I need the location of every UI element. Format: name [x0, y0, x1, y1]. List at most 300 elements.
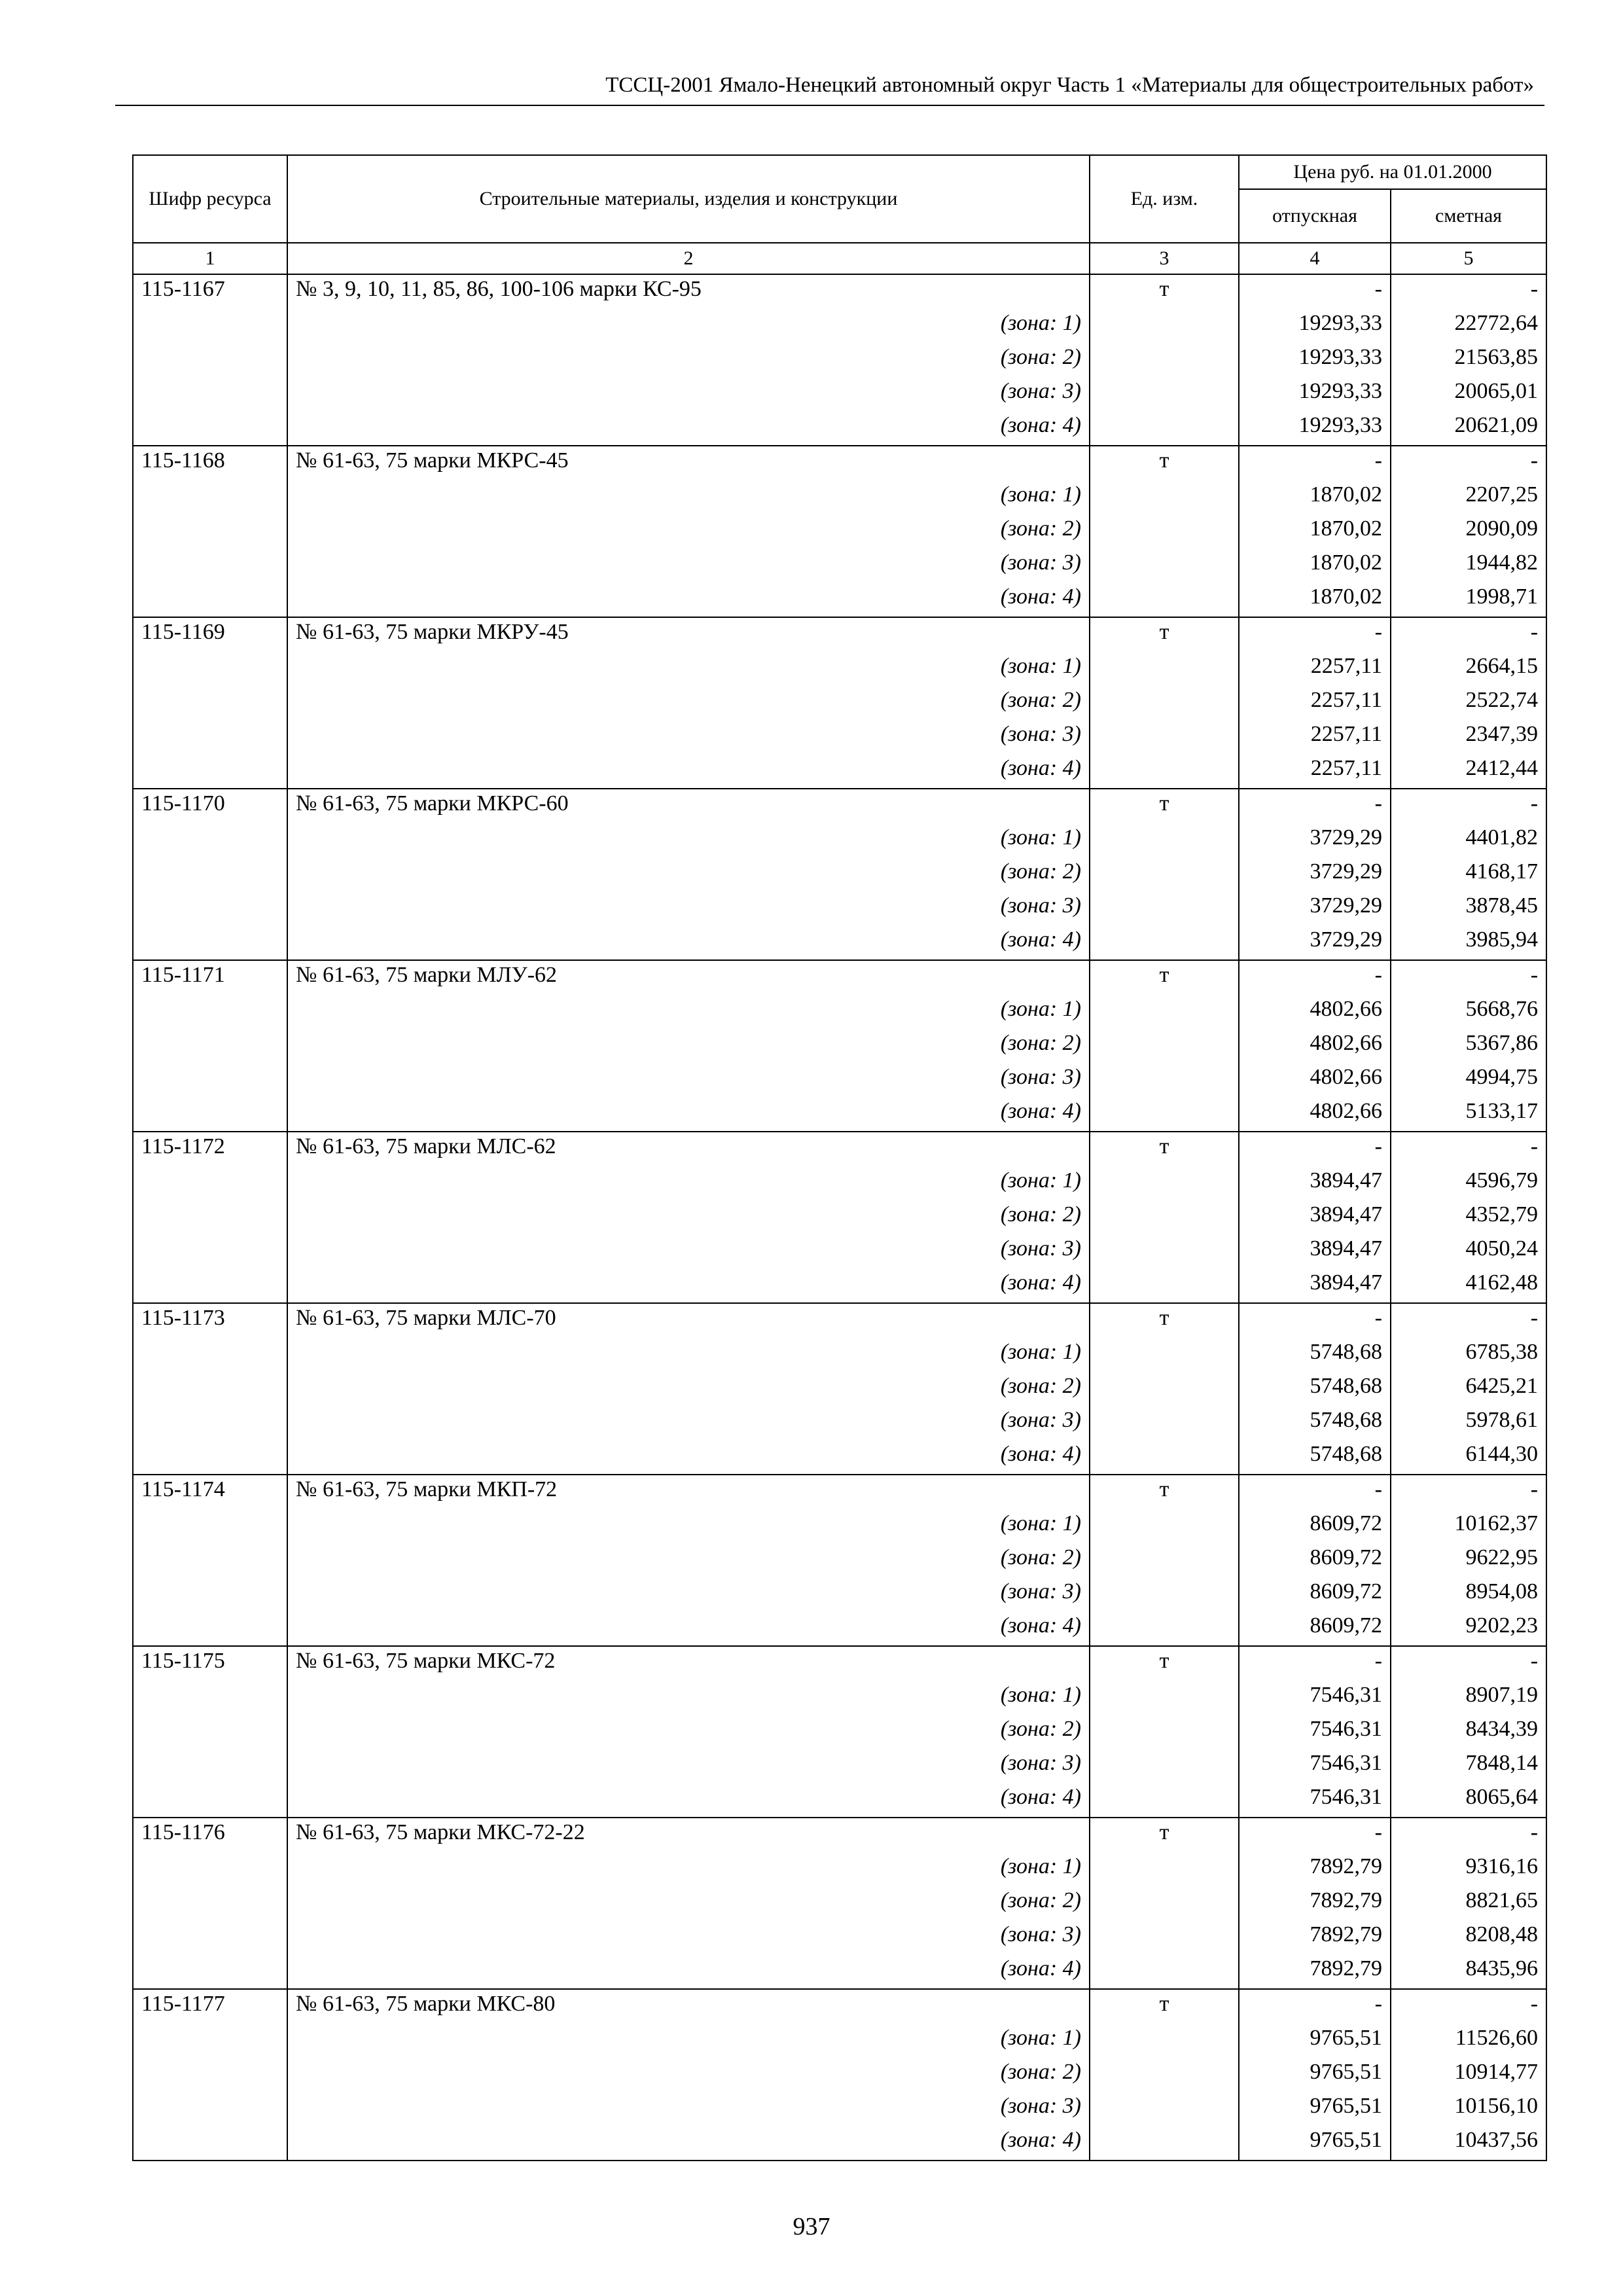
- resource-code-empty: [133, 652, 287, 686]
- price-table: [132, 154, 1547, 2161]
- resource-code: 115-1167: [133, 274, 287, 309]
- unit-cell: т: [1090, 1646, 1239, 1681]
- estimate-price: 9202,23: [1391, 1611, 1546, 1646]
- column-number: 1: [133, 243, 287, 274]
- unit-cell-empty: [1090, 480, 1239, 514]
- estimate-price: -: [1391, 617, 1546, 652]
- resource-code-empty: [133, 686, 287, 720]
- release-price: 8609,72: [1239, 1577, 1391, 1611]
- table-row-zone: [133, 2058, 1546, 2092]
- estimate-price: 4168,17: [1391, 857, 1546, 891]
- release-price: -: [1239, 1989, 1391, 2024]
- resource-code: 115-1172: [133, 1132, 287, 1166]
- release-price: 4802,66: [1239, 995, 1391, 1029]
- table-row-zone: [133, 823, 1546, 857]
- table-row-zone: [133, 925, 1546, 960]
- table-row-zone: [133, 1406, 1546, 1440]
- resource-code-empty: [133, 1097, 287, 1132]
- material-name: № 61-63, 75 марки МКС-72: [287, 1646, 1090, 1681]
- zone-label: (зона: 1): [287, 480, 1090, 514]
- table-row: [133, 1132, 1546, 1166]
- table-row-zone: [133, 1611, 1546, 1646]
- table-row-zone: [133, 411, 1546, 446]
- resource-code: 115-1169: [133, 617, 287, 652]
- resource-code-empty: [133, 1166, 287, 1200]
- estimate-price: -: [1391, 1818, 1546, 1852]
- resource-code-empty: [133, 754, 287, 789]
- table-row: [133, 274, 1546, 309]
- table-row: [133, 1989, 1546, 2024]
- release-price: 3729,29: [1239, 925, 1391, 960]
- resource-code-empty: [133, 1954, 287, 1989]
- unit-cell-empty: [1090, 514, 1239, 548]
- material-name: № 61-63, 75 марки МКРС-60: [287, 789, 1090, 823]
- unit-cell-empty: [1090, 754, 1239, 789]
- estimate-price: 8821,65: [1391, 1886, 1546, 1920]
- resource-code-empty: [133, 343, 287, 377]
- column-number: 3: [1090, 243, 1239, 274]
- resource-code-empty: [133, 1543, 287, 1577]
- zone-label: (зона: 2): [287, 686, 1090, 720]
- release-price: 5748,68: [1239, 1440, 1391, 1475]
- table-row-zone: [133, 1029, 1546, 1063]
- release-price: 3894,47: [1239, 1234, 1391, 1268]
- header-divider: [115, 105, 1544, 106]
- release-price: 7892,79: [1239, 1954, 1391, 1989]
- release-price: 1870,02: [1239, 480, 1391, 514]
- estimate-price: 2347,39: [1391, 720, 1546, 754]
- material-name: № 61-63, 75 марки МКРС-45: [287, 446, 1090, 480]
- table-row-zone: [133, 343, 1546, 377]
- estimate-price: 2090,09: [1391, 514, 1546, 548]
- resource-code-empty: [133, 1715, 287, 1749]
- zone-label: (зона: 3): [287, 548, 1090, 583]
- unit-cell-empty: [1090, 1681, 1239, 1715]
- material-name: № 61-63, 75 марки МЛС-62: [287, 1132, 1090, 1166]
- release-price: 7546,31: [1239, 1783, 1391, 1818]
- release-price: 7546,31: [1239, 1681, 1391, 1715]
- release-price: -: [1239, 1132, 1391, 1166]
- table-row: [133, 1646, 1546, 1681]
- table-row-zone: [133, 1268, 1546, 1303]
- release-price: 1870,02: [1239, 583, 1391, 617]
- page-header-title: ТССЦ-2001 Ямало-Ненецкий автономный округ Часть 1 «Материалы для общестроительных работ»: [605, 73, 1534, 97]
- column-number: 5: [1391, 243, 1546, 274]
- material-name: № 61-63, 75 марки МЛС-70: [287, 1303, 1090, 1338]
- release-price: 19293,33: [1239, 309, 1391, 343]
- unit-cell: т: [1090, 1818, 1239, 1852]
- zone-label: (зона: 3): [287, 891, 1090, 925]
- zone-label: (зона: 1): [287, 823, 1090, 857]
- estimate-price: 8208,48: [1391, 1920, 1546, 1954]
- resource-code-empty: [133, 2058, 287, 2092]
- table-row-zone: [133, 995, 1546, 1029]
- unit-cell: т: [1090, 1989, 1239, 2024]
- unit-cell-empty: [1090, 1440, 1239, 1475]
- estimate-price: 2412,44: [1391, 754, 1546, 789]
- estimate-price: 4352,79: [1391, 1200, 1546, 1234]
- table-row: [133, 1303, 1546, 1338]
- zone-label: (зона: 4): [287, 411, 1090, 446]
- table-row-zone: [133, 1954, 1546, 1989]
- release-price: 19293,33: [1239, 411, 1391, 446]
- unit-cell-empty: [1090, 891, 1239, 925]
- estimate-price: 8907,19: [1391, 1681, 1546, 1715]
- release-price: 5748,68: [1239, 1372, 1391, 1406]
- unit-cell: т: [1090, 617, 1239, 652]
- estimate-price: 8954,08: [1391, 1577, 1546, 1611]
- estimate-price: -: [1391, 1303, 1546, 1338]
- resource-code-empty: [133, 857, 287, 891]
- estimate-price: 5133,17: [1391, 1097, 1546, 1132]
- estimate-price: 4401,82: [1391, 823, 1546, 857]
- resource-code-empty: [133, 1920, 287, 1954]
- table-row: [133, 960, 1546, 995]
- release-price: -: [1239, 446, 1391, 480]
- zone-label: (зона: 1): [287, 1166, 1090, 1200]
- unit-cell: т: [1090, 446, 1239, 480]
- release-price: 1870,02: [1239, 548, 1391, 583]
- zone-label: (зона: 4): [287, 1440, 1090, 1475]
- resource-code-empty: [133, 1372, 287, 1406]
- zone-label: (зона: 4): [287, 1097, 1090, 1132]
- header-name: Строительные материалы, изделия и конструкции: [287, 155, 1090, 243]
- estimate-price: 22772,64: [1391, 309, 1546, 343]
- resource-code-empty: [133, 1886, 287, 1920]
- table-row-zone: [133, 754, 1546, 789]
- resource-code-empty: [133, 1681, 287, 1715]
- table-row-zone: [133, 1920, 1546, 1954]
- table-row-zone: [133, 1577, 1546, 1611]
- release-price: -: [1239, 960, 1391, 995]
- zone-label: (зона: 2): [287, 1543, 1090, 1577]
- unit-cell: т: [1090, 274, 1239, 309]
- resource-code-empty: [133, 1783, 287, 1818]
- resource-code-empty: [133, 411, 287, 446]
- table-row: [133, 1475, 1546, 1509]
- estimate-price: 11526,60: [1391, 2024, 1546, 2058]
- estimate-price: 1944,82: [1391, 548, 1546, 583]
- zone-label: (зона: 4): [287, 1268, 1090, 1303]
- estimate-price: 2664,15: [1391, 652, 1546, 686]
- release-price: -: [1239, 1646, 1391, 1681]
- zone-label: (зона: 1): [287, 1852, 1090, 1886]
- table-row: [133, 446, 1546, 480]
- zone-label: (зона: 4): [287, 1783, 1090, 1818]
- unit-cell-empty: [1090, 2058, 1239, 2092]
- estimate-price: 6785,38: [1391, 1338, 1546, 1372]
- column-number: 4: [1239, 243, 1391, 274]
- release-price: 8609,72: [1239, 1509, 1391, 1543]
- release-price: 5748,68: [1239, 1406, 1391, 1440]
- unit-cell-empty: [1090, 1611, 1239, 1646]
- zone-label: (зона: 2): [287, 343, 1090, 377]
- table-row-zone: [133, 2024, 1546, 2058]
- zone-label: (зона: 3): [287, 1063, 1090, 1097]
- zone-label: (зона: 2): [287, 857, 1090, 891]
- release-price: 2257,11: [1239, 720, 1391, 754]
- resource-code-empty: [133, 1852, 287, 1886]
- estimate-price: -: [1391, 960, 1546, 995]
- table-row-zone: [133, 1372, 1546, 1406]
- unit-cell-empty: [1090, 1509, 1239, 1543]
- unit-cell-empty: [1090, 377, 1239, 411]
- zone-label: (зона: 3): [287, 720, 1090, 754]
- table-row: [133, 1818, 1546, 1852]
- zone-label: (зона: 3): [287, 377, 1090, 411]
- zone-label: (зона: 4): [287, 1954, 1090, 1989]
- estimate-price: 20621,09: [1391, 411, 1546, 446]
- estimate-price: 20065,01: [1391, 377, 1546, 411]
- column-number: 2: [287, 243, 1090, 274]
- release-price: 9765,51: [1239, 2126, 1391, 2161]
- estimate-price: 4050,24: [1391, 1234, 1546, 1268]
- resource-code-empty: [133, 1029, 287, 1063]
- unit-cell-empty: [1090, 1268, 1239, 1303]
- zone-label: (зона: 1): [287, 995, 1090, 1029]
- release-price: 4802,66: [1239, 1097, 1391, 1132]
- unit-cell-empty: [1090, 1852, 1239, 1886]
- table-row-zone: [133, 1338, 1546, 1372]
- release-price: 19293,33: [1239, 343, 1391, 377]
- unit-cell-empty: [1090, 1063, 1239, 1097]
- release-price: 7546,31: [1239, 1749, 1391, 1783]
- unit-cell-empty: [1090, 343, 1239, 377]
- table-row-zone: [133, 548, 1546, 583]
- unit-cell-empty: [1090, 857, 1239, 891]
- zone-label: (зона: 3): [287, 1749, 1090, 1783]
- table-row-zone: [133, 1852, 1546, 1886]
- zone-label: (зона: 2): [287, 514, 1090, 548]
- unit-cell-empty: [1090, 652, 1239, 686]
- table-row-zone: [133, 1509, 1546, 1543]
- zone-label: (зона: 1): [287, 2024, 1090, 2058]
- unit-cell-empty: [1090, 1783, 1239, 1818]
- zone-label: (зона: 3): [287, 2092, 1090, 2126]
- table-row-zone: [133, 1097, 1546, 1132]
- unit-cell-empty: [1090, 686, 1239, 720]
- estimate-price: 4596,79: [1391, 1166, 1546, 1200]
- zone-label: (зона: 4): [287, 754, 1090, 789]
- zone-label: (зона: 1): [287, 309, 1090, 343]
- unit-cell-empty: [1090, 1097, 1239, 1132]
- zone-label: (зона: 1): [287, 1681, 1090, 1715]
- unit-cell-empty: [1090, 1920, 1239, 1954]
- resource-code-empty: [133, 1268, 287, 1303]
- unit-cell-empty: [1090, 2024, 1239, 2058]
- table-row-zone: [133, 1681, 1546, 1715]
- unit-cell: т: [1090, 960, 1239, 995]
- resource-code-empty: [133, 2092, 287, 2126]
- resource-code-empty: [133, 2126, 287, 2161]
- zone-label: (зона: 2): [287, 2058, 1090, 2092]
- table-row-zone: [133, 1715, 1546, 1749]
- release-price: 7892,79: [1239, 1920, 1391, 1954]
- estimate-price: 10914,77: [1391, 2058, 1546, 2092]
- resource-code: 115-1177: [133, 1989, 287, 2024]
- unit-cell-empty: [1090, 1954, 1239, 1989]
- material-name: № 61-63, 75 марки МЛУ-62: [287, 960, 1090, 995]
- unit-cell-empty: [1090, 2092, 1239, 2126]
- release-price: -: [1239, 1303, 1391, 1338]
- release-price: 9765,51: [1239, 2024, 1391, 2058]
- zone-label: (зона: 2): [287, 1029, 1090, 1063]
- estimate-price: 8434,39: [1391, 1715, 1546, 1749]
- release-price: 5748,68: [1239, 1338, 1391, 1372]
- table-row-zone: [133, 2126, 1546, 2161]
- estimate-price: 2522,74: [1391, 686, 1546, 720]
- unit-cell-empty: [1090, 548, 1239, 583]
- unit-cell: т: [1090, 789, 1239, 823]
- release-price: 7892,79: [1239, 1886, 1391, 1920]
- estimate-price: 5978,61: [1391, 1406, 1546, 1440]
- resource-code-empty: [133, 925, 287, 960]
- table-row: [133, 617, 1546, 652]
- table-row-zone: [133, 891, 1546, 925]
- estimate-price: 3878,45: [1391, 891, 1546, 925]
- zone-label: (зона: 4): [287, 583, 1090, 617]
- release-price: 3729,29: [1239, 857, 1391, 891]
- release-price: 8609,72: [1239, 1611, 1391, 1646]
- unit-cell-empty: [1090, 1715, 1239, 1749]
- unit-cell-empty: [1090, 1543, 1239, 1577]
- resource-code-empty: [133, 1063, 287, 1097]
- resource-code-empty: [133, 1440, 287, 1475]
- table-row-zone: [133, 686, 1546, 720]
- release-price: 2257,11: [1239, 652, 1391, 686]
- estimate-price: 10156,10: [1391, 2092, 1546, 2126]
- resource-code-empty: [133, 1200, 287, 1234]
- resource-code-empty: [133, 377, 287, 411]
- release-price: 2257,11: [1239, 686, 1391, 720]
- unit-cell-empty: [1090, 1338, 1239, 1372]
- release-price: 3894,47: [1239, 1268, 1391, 1303]
- resource-code-empty: [133, 1234, 287, 1268]
- release-price: 4802,66: [1239, 1029, 1391, 1063]
- resource-code: 115-1175: [133, 1646, 287, 1681]
- resource-code-empty: [133, 1749, 287, 1783]
- table-row-zone: [133, 1886, 1546, 1920]
- resource-code-empty: [133, 1577, 287, 1611]
- resource-code-empty: [133, 583, 287, 617]
- zone-label: (зона: 2): [287, 1715, 1090, 1749]
- release-price: 2257,11: [1239, 754, 1391, 789]
- resource-code-empty: [133, 1338, 287, 1372]
- unit-cell-empty: [1090, 925, 1239, 960]
- zone-label: (зона: 2): [287, 1200, 1090, 1234]
- unit-cell-empty: [1090, 309, 1239, 343]
- zone-label: (зона: 4): [287, 2126, 1090, 2161]
- table-row-zone: [133, 1234, 1546, 1268]
- estimate-price: -: [1391, 446, 1546, 480]
- header-release-price: отпускная: [1239, 189, 1391, 243]
- table-row-zone: [133, 1543, 1546, 1577]
- resource-code: 115-1176: [133, 1818, 287, 1852]
- resource-code: 115-1170: [133, 789, 287, 823]
- table-row-zone: [133, 1200, 1546, 1234]
- zone-label: (зона: 3): [287, 1406, 1090, 1440]
- resource-code-empty: [133, 309, 287, 343]
- unit-cell-empty: [1090, 1166, 1239, 1200]
- unit-cell-empty: [1090, 1406, 1239, 1440]
- unit-cell: т: [1090, 1475, 1239, 1509]
- estimate-price: 6144,30: [1391, 1440, 1546, 1475]
- estimate-price: -: [1391, 274, 1546, 309]
- resource-code: 115-1168: [133, 446, 287, 480]
- estimate-price: 9622,95: [1391, 1543, 1546, 1577]
- resource-code-empty: [133, 1509, 287, 1543]
- release-price: 9765,51: [1239, 2092, 1391, 2126]
- estimate-price: 4994,75: [1391, 1063, 1546, 1097]
- release-price: -: [1239, 1818, 1391, 1852]
- unit-cell-empty: [1090, 1749, 1239, 1783]
- page-number: 937: [793, 2213, 830, 2240]
- material-name: № 61-63, 75 марки МКС-80: [287, 1989, 1090, 2024]
- release-price: 4802,66: [1239, 1063, 1391, 1097]
- zone-label: (зона: 1): [287, 652, 1090, 686]
- estimate-price: 10162,37: [1391, 1509, 1546, 1543]
- unit-cell-empty: [1090, 1886, 1239, 1920]
- estimate-price: 10437,56: [1391, 2126, 1546, 2161]
- resource-code-empty: [133, 480, 287, 514]
- estimate-price: 8065,64: [1391, 1783, 1546, 1818]
- release-price: 3729,29: [1239, 891, 1391, 925]
- unit-cell-empty: [1090, 1577, 1239, 1611]
- unit-cell: т: [1090, 1303, 1239, 1338]
- unit-cell-empty: [1090, 1372, 1239, 1406]
- resource-code-empty: [133, 720, 287, 754]
- table-row-zone: [133, 2092, 1546, 2126]
- table-row-zone: [133, 480, 1546, 514]
- release-price: 3894,47: [1239, 1166, 1391, 1200]
- unit-cell: т: [1090, 1132, 1239, 1166]
- release-price: 8609,72: [1239, 1543, 1391, 1577]
- zone-label: (зона: 1): [287, 1509, 1090, 1543]
- unit-cell-empty: [1090, 1029, 1239, 1063]
- release-price: -: [1239, 1475, 1391, 1509]
- release-price: -: [1239, 789, 1391, 823]
- header-unit: Ед. изм.: [1090, 155, 1239, 243]
- estimate-price: -: [1391, 1646, 1546, 1681]
- material-name: № 61-63, 75 марки МКП-72: [287, 1475, 1090, 1509]
- release-price: 9765,51: [1239, 2058, 1391, 2092]
- resource-code-empty: [133, 1611, 287, 1646]
- table-row-zone: [133, 514, 1546, 548]
- header-estimate-price: сметная: [1391, 189, 1546, 243]
- resource-code-empty: [133, 891, 287, 925]
- estimate-price: 21563,85: [1391, 343, 1546, 377]
- zone-label: (зона: 4): [287, 1611, 1090, 1646]
- zone-label: (зона: 3): [287, 1920, 1090, 1954]
- material-name: № 61-63, 75 марки МКРУ-45: [287, 617, 1090, 652]
- header-price: Цена руб. на 01.01.2000: [1239, 155, 1546, 189]
- resource-code-empty: [133, 2024, 287, 2058]
- estimate-price: -: [1391, 1475, 1546, 1509]
- resource-code-empty: [133, 823, 287, 857]
- unit-cell-empty: [1090, 995, 1239, 1029]
- estimate-price: 6425,21: [1391, 1372, 1546, 1406]
- release-price: -: [1239, 274, 1391, 309]
- estimate-price: 7848,14: [1391, 1749, 1546, 1783]
- table-header: [133, 155, 1546, 274]
- zone-label: (зона: 4): [287, 925, 1090, 960]
- unit-cell-empty: [1090, 720, 1239, 754]
- release-price: -: [1239, 617, 1391, 652]
- resource-code: 115-1174: [133, 1475, 287, 1509]
- resource-code-empty: [133, 548, 287, 583]
- zone-label: (зона: 1): [287, 1338, 1090, 1372]
- table-body: [133, 274, 1546, 2161]
